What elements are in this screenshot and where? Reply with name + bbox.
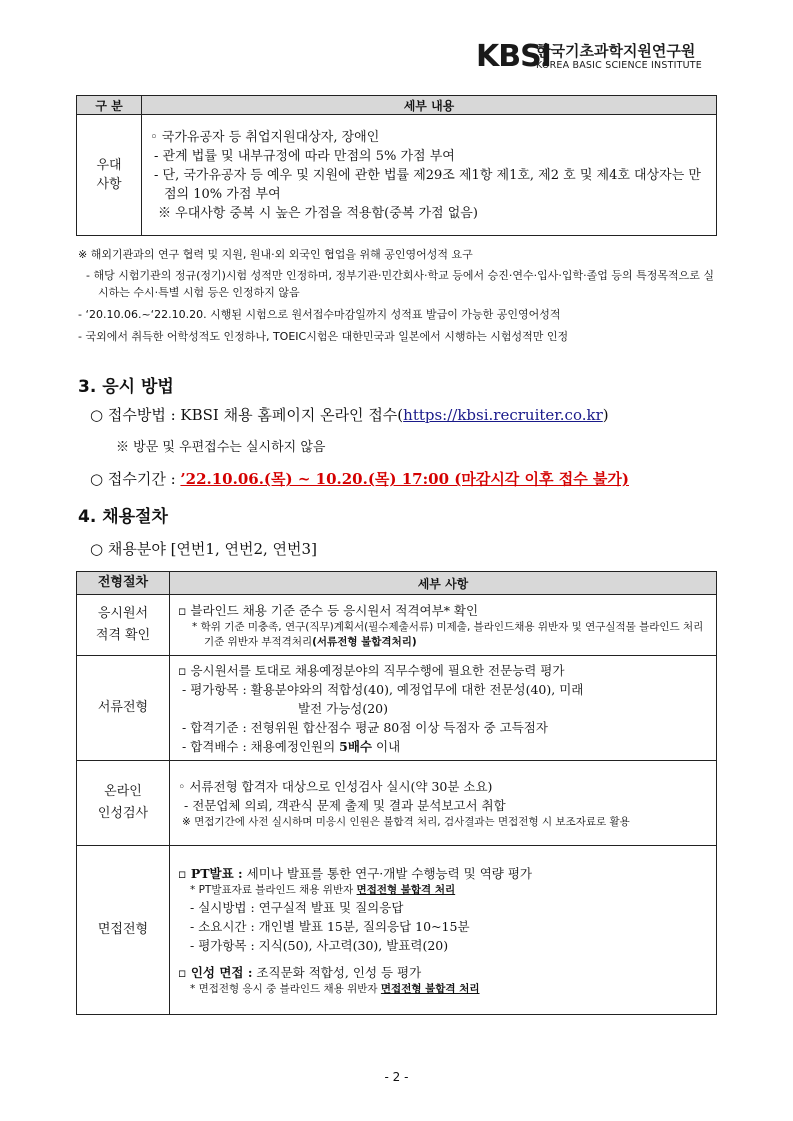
detail-line: - 전문업체 의뢰, 객관식 문제 출제 및 결과 분석보고서 취합 [184, 797, 506, 813]
note-text: * 면접전형 응시 중 블라인드 채용 위반자 [190, 982, 381, 995]
table-row [77, 595, 717, 656]
application-period [90, 468, 629, 489]
kbsi-logo [476, 40, 721, 74]
stage-label [77, 595, 170, 656]
detail-line: - 합격기준 : 전형위원 합산점수 평균 80점 이상 득점자 중 고득점자 [182, 719, 548, 735]
selection-process-table [76, 571, 717, 1015]
english-score-notes [78, 246, 718, 345]
detail-line: ◦ 서류전형 합격자 대상으로 인성검사 실시(약 30분 소요) [178, 778, 493, 794]
note-text: * 학위 기준 미충족, 연구(직무)계획서(필수제출서류) 미제출, 블라인드채용 위반자 및 연구실적물 블라인드 처리기준 위반자 부적격처리 [192, 620, 704, 648]
method-note: ※ 방문 및 우편접수는 실시하지 않음 [116, 440, 326, 455]
detail-line: - 실시방법 : 연구실적 발표 및 질의응답 [190, 899, 404, 915]
detail-line: - 소요시간 : 개인별 발표 15분, 질의응답 10~15분 [190, 918, 470, 934]
pt-title: ▫ PT발표 : [178, 865, 243, 881]
stage-details [170, 595, 717, 656]
line-prefix: - 합격배수 : 채용예정인원의 [182, 738, 340, 754]
pref-line: ◦ 국가유공자 등 취업지원대상자, 장애인 [150, 129, 380, 145]
col-header-category: 구 분 [77, 96, 142, 115]
note-line: - 해당 시험기관의 정규(정기)시험 성적만 인정하며, 정부기관·민간회사·학교 등에서 승진·연수·입사·입학·졸업 등의 특정목적으로 실시하는 수시·특별 시험 등은 인정하지 않음 [86, 269, 715, 299]
pref-line: ※ 우대사항 중복 시 높은 가점을 적용함(중복 가점 없음) [158, 205, 478, 221]
row-label-preference [77, 115, 142, 236]
application-method [90, 404, 609, 425]
page-number: - 2 - [384, 1070, 409, 1084]
row-label-line2: 사항 [96, 177, 122, 192]
org-name-english: KOREA BASIC SCIENCE INSTITUTE [536, 60, 702, 71]
recruit-site-link[interactable]: https://kbsi.recruiter.co.kr [403, 406, 603, 424]
note-bold: (서류전형 불합격처리) [312, 635, 417, 648]
col-header-details: 세부 사항 [170, 572, 717, 595]
stage-label-line: 응시원서 [97, 606, 149, 621]
note-line: - ‘20.10.06.~‘22.10.20. 시행된 시험으로 원서접수마감일까지 성적표 발급이 가능한 공인영어성적 [78, 308, 561, 321]
note-line: - 국외에서 취득한 어학성적도 인정하나, TOEIC시험은 대한민국과 일본에서 시행하는 시험성적만 인정 [78, 330, 569, 343]
stage-label: 면접전형 [77, 846, 170, 1015]
detail-line: - 평가항목 : 활용분야와의 적합성(40), 예정업무에 대한 전문성(40), 미래 [182, 681, 584, 697]
line-bold: 5배수 [339, 738, 373, 754]
note-text: * PT발표자료 블라인드 채용 위반자 [190, 883, 357, 896]
detail-note [178, 620, 708, 650]
note-bold: 면접전형 불합격 처리 [356, 883, 456, 896]
stage-details [170, 761, 717, 846]
table-row [77, 761, 717, 846]
pt-desc: 세미나 발표를 통한 연구·개발 수행능력 및 역량 평가 [242, 865, 532, 881]
detail-note [178, 982, 708, 997]
detail-line: 발전 가능성(20) [298, 700, 389, 716]
detail-line: ▫ 응시원서를 토대로 채용예정분야의 직무수행에 필요한 전문능력 평가 [178, 662, 565, 678]
stage-details [170, 846, 717, 1015]
section-3-title: 3. 응시 방법 [78, 377, 174, 397]
method-suffix: ) [602, 406, 609, 424]
col-header-details: 세부 내용 [142, 96, 717, 115]
detail-line [178, 737, 708, 756]
period-value: ’22.10.06.(목) ~ 10.20.(목) 17:00 (마감시각 이후 접수 불가) [180, 470, 629, 488]
stage-label-line: 인성검사 [97, 806, 149, 821]
row-label-line1: 우대 [96, 158, 122, 173]
period-prefix: ○ 접수기간 : [90, 470, 181, 488]
preference-details [142, 115, 717, 236]
detail-line [178, 864, 708, 883]
col-header-stage: 전형절차 [77, 572, 170, 595]
method-prefix: ○ 접수방법 : KBSI 채용 홈페이지 온라인 접수( [90, 406, 404, 424]
note-line: ※ 해외기관과의 연구 협력 및 지원, 원내·외 외국인 협업을 위해 공인영어성적 요구 [78, 248, 473, 261]
pref-line: - 관계 법률 및 내부규정에 따라 만점의 5% 가점 부여 [154, 148, 455, 164]
table-row [77, 846, 717, 1015]
org-name-korean: 한국기초과학지원연구원 [536, 42, 696, 60]
note-bold: 면접전형 불합격 처리 [380, 982, 480, 995]
interview-desc: 조직문화 적합성, 인성 등 평가 [252, 964, 422, 980]
stage-label: 서류전형 [77, 656, 170, 761]
table-row [77, 656, 717, 761]
preference-table [76, 95, 717, 236]
detail-note: ※ 면접기간에 사전 실시하며 미응시 인원은 불합격 처리, 검사결과는 면접전형 시 보조자료로 활용 [182, 815, 630, 828]
recruit-fields: ○ 채용분야 [연번1, 연번2, 연번3] [90, 540, 317, 558]
detail-line [178, 963, 708, 982]
pref-line: - 단, 국가유공자 등 예우 및 지원에 관한 법률 제29조 제1항 제1호, 제2 호 및 제4호 대상자는 만점의 10% 가점 부여 [154, 167, 701, 202]
detail-line: ▫ 블라인드 채용 기준 준수 등 응시원서 적격여부* 확인 [178, 602, 479, 618]
stage-label-line: 적격 확인 [95, 628, 151, 643]
logo-mark: KBSI [476, 39, 551, 74]
stage-label [77, 761, 170, 846]
detail-note [178, 883, 708, 898]
detail-line: - 평가항목 : 지식(50), 사고력(30), 발표력(20) [190, 937, 449, 953]
line-suffix: 이내 [372, 738, 401, 754]
interview-title: ▫ 인성 면접 : [178, 964, 253, 980]
stage-details [170, 656, 717, 761]
section-4-title: 4. 채용절차 [78, 507, 168, 527]
stage-label-line: 온라인 [104, 784, 142, 799]
